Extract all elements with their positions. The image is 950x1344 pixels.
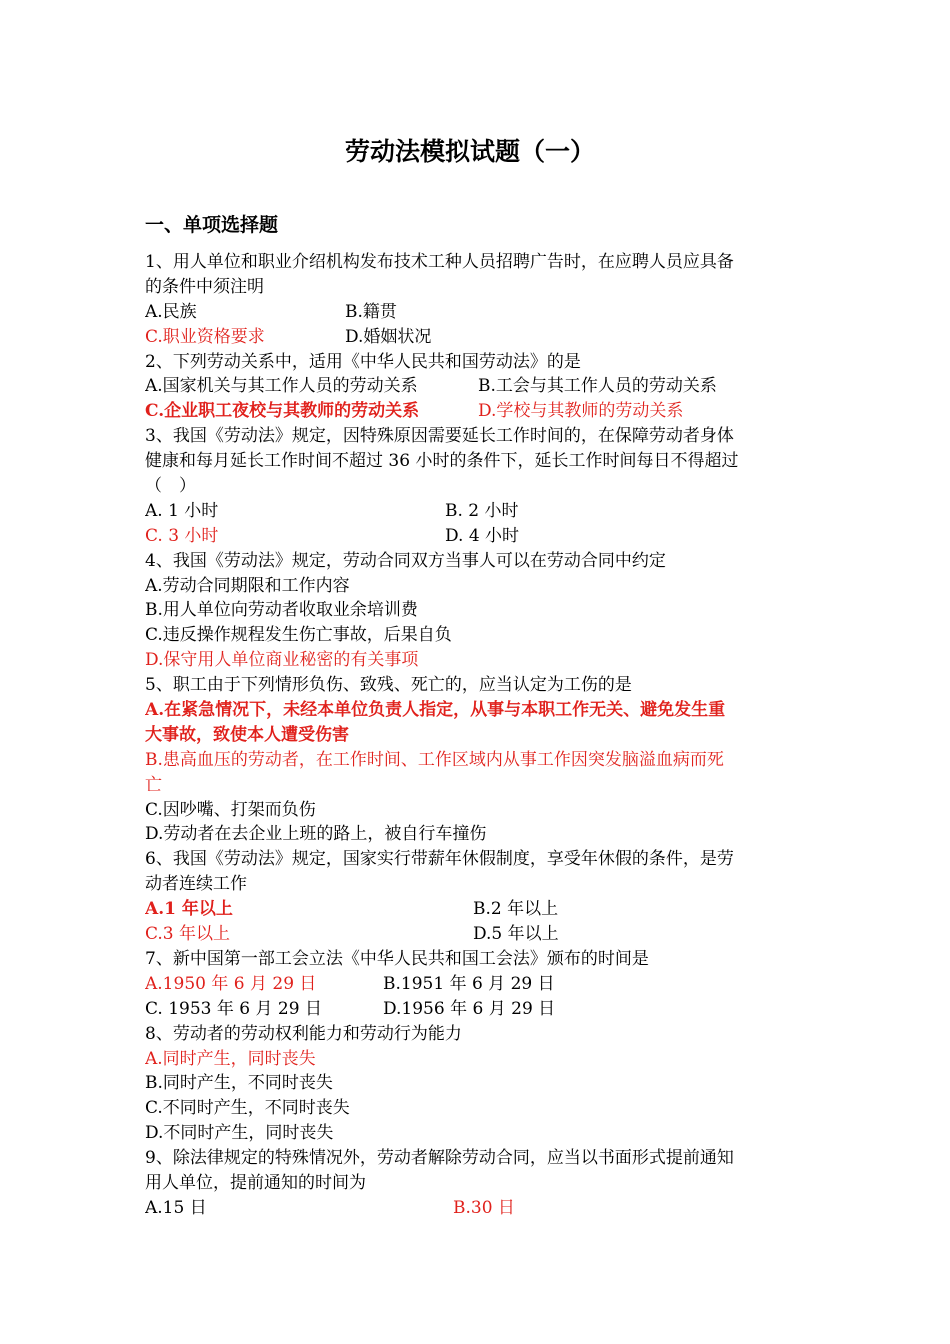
q8-option-b: B.同时产生，不同时丧失 bbox=[145, 1073, 333, 1094]
q5-stem: 5、职工由于下列情形负伤、致残、死亡的，应当认定为工伤的是 bbox=[145, 675, 632, 696]
q7-option-a-answer: A.1950 年 6 月 29 日 bbox=[145, 973, 317, 994]
q6-stem-line1: 6、我国《劳动法》规定，国家实行带薪年休假制度，享受年休假的条件，是劳 bbox=[145, 849, 734, 870]
q8-option-a-answer: A.同时产生，同时丧失 bbox=[145, 1048, 316, 1069]
q3-stem-line1: 3、我国《劳动法》规定，因特殊原因需要延长工作时间的，在保障劳动者身体 bbox=[145, 426, 734, 447]
q7-options-ab bbox=[145, 972, 810, 997]
q2-options-cd bbox=[145, 399, 810, 424]
q2-options-ab bbox=[145, 374, 810, 399]
q6-option-c-answer: C.3 年以上 bbox=[145, 924, 231, 945]
q2-option-b: B.工会与其工作人员的劳动关系 bbox=[478, 376, 717, 397]
q9-options-ab bbox=[145, 1196, 810, 1221]
q1-option-d: D.婚姻状况 bbox=[345, 326, 432, 347]
q7-option-d: D.1956 年 6 月 29 日 bbox=[383, 998, 556, 1019]
q3-option-b: B. 2 小时 bbox=[445, 500, 519, 521]
q6-option-b: B.2 年以上 bbox=[473, 899, 559, 920]
question-list bbox=[145, 250, 810, 1221]
q9-stem-line1: 9、除法律规定的特殊情况外，劳动者解除劳动合同，应当以书面形式提前通知 bbox=[145, 1148, 734, 1169]
q1-stem-line1: 1、用人单位和职业介绍机构发布技术工种人员招聘广告时，在应聘人员应具备 bbox=[145, 252, 734, 272]
q4-stem: 4、我国《劳动法》规定，劳动合同双方当事人可以在劳动合同中约定 bbox=[145, 550, 666, 571]
q4-option-b: B.用人单位向劳动者收取业余培训费 bbox=[145, 600, 418, 621]
q2-option-a: A.国家机关与其工作人员的劳动关系 bbox=[145, 376, 418, 397]
q6-options-ab bbox=[145, 897, 810, 922]
q3-option-a: A. 1 小时 bbox=[145, 500, 219, 521]
q7-option-c: C. 1953 年 6 月 29 日 bbox=[145, 998, 322, 1019]
q3-stem-line2: 健康和每月延长工作时间不超过 36 小时的条件下，延长工作时间每日不得超过 bbox=[145, 451, 739, 472]
q9-option-b-answer: B.30 日 bbox=[453, 1197, 515, 1218]
q1-option-c-answer: C.职业资格要求 bbox=[145, 326, 265, 347]
q7-stem: 7、新中国第一部工会立法《中华人民共和国工会法》颁布的时间是 bbox=[145, 948, 649, 969]
q5-option-c: C.因吵嘴、打架而负伤 bbox=[145, 799, 316, 820]
q4-option-c: C.违反操作规程发生伤亡事故，后果自负 bbox=[145, 625, 452, 646]
q4-option-a: A.劳动合同期限和工作内容 bbox=[145, 575, 350, 596]
q9-stem-line2: 用人单位，提前通知的时间为 bbox=[145, 1172, 366, 1193]
q5-option-d: D.劳动者在去企业上班的路上，被自行车撞伤 bbox=[145, 824, 487, 845]
q3-options-cd bbox=[145, 524, 810, 549]
q7-options-cd bbox=[145, 997, 810, 1022]
q6-option-d: D.5 年以上 bbox=[473, 924, 559, 945]
q1-option-b: B.籍贯 bbox=[345, 301, 397, 322]
q5-option-a-answer-line2: 大事故，致使本人遭受伤害 bbox=[145, 724, 349, 745]
q3-option-d: D. 4 小时 bbox=[445, 525, 520, 546]
q9-option-a: A.15 日 bbox=[145, 1197, 207, 1218]
document-title: 劳动法模拟试题（一） bbox=[344, 137, 595, 166]
q6-stem-line2: 动者连续工作 bbox=[145, 874, 247, 895]
q5-option-b-answer-line2: 亡 bbox=[145, 774, 162, 795]
q1-options-cd bbox=[145, 325, 810, 350]
q2-stem: 2、下列劳动关系中，适用《中华人民共和国劳动法》的是 bbox=[145, 351, 581, 372]
q3-options-ab bbox=[145, 499, 810, 524]
q5-option-b-answer-line1: B.患高血压的劳动者，在工作时间、工作区域内从事工作因突发脑溢血病而死 bbox=[145, 749, 724, 770]
q1-options-ab bbox=[145, 300, 810, 325]
q2-option-d-answer: D.学校与其教师的劳动关系 bbox=[478, 401, 684, 422]
q5-option-a-answer-line1: A.在紧急情况下，未经本单位负责人指定，从事与本职工作无关、避免发生重 bbox=[145, 700, 726, 721]
q8-option-d: D.不同时产生，同时丧失 bbox=[145, 1123, 334, 1144]
q8-stem: 8、劳动者的劳动权利能力和劳动行为能力 bbox=[145, 1023, 462, 1044]
q6-options-cd bbox=[145, 922, 810, 947]
q7-option-b: B.1951 年 6 月 29 日 bbox=[383, 973, 555, 994]
q6-option-a-answer: A.1 年以上 bbox=[145, 899, 233, 920]
q3-option-c-answer: C. 3 小时 bbox=[145, 525, 219, 546]
q1-stem-line2: 的条件中须注明 bbox=[145, 276, 264, 297]
q4-option-d-answer: D.保守用人单位商业秘密的有关事项 bbox=[145, 650, 419, 671]
section-heading: 一、单项选择题 bbox=[145, 214, 279, 236]
q2-option-c-answer: C.企业职工夜校与其教师的劳动关系 bbox=[145, 401, 420, 422]
q3-stem-line3: （ ） bbox=[145, 476, 196, 497]
q1-option-a: A.民族 bbox=[145, 301, 197, 322]
q8-option-c: C.不同时产生，不同时丧失 bbox=[145, 1098, 350, 1119]
